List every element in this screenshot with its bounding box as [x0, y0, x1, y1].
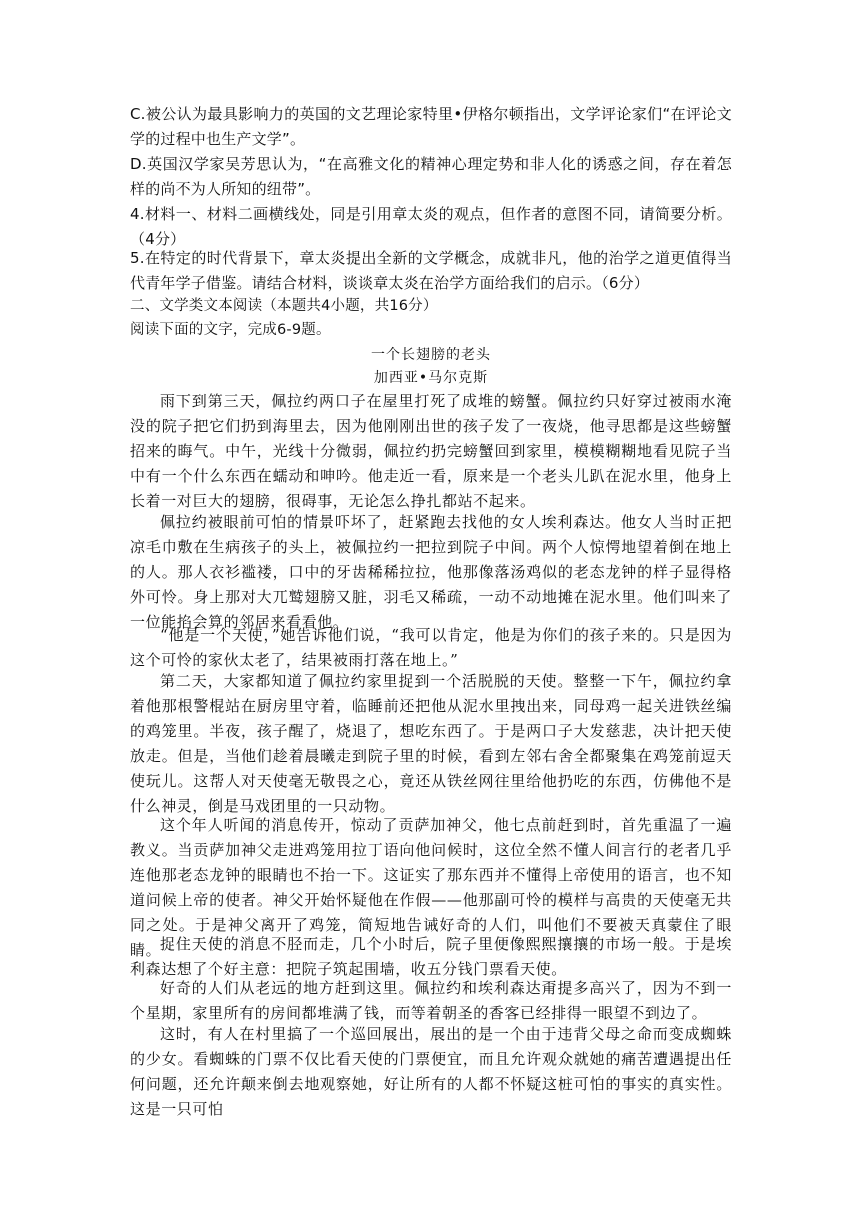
story-paragraph: 雨下到第三天，佩拉约两口子在屋里打死了成堆的螃蟹。佩拉约只好穿过被雨水淹没的院子把它们扔到海里去，因为他刚刚出世的孩子发了一夜烧，他寻思都是这些螃蟹招来的晦气。中午，光线十分微弱，佩拉约扔完螃蟹回到家里，模模糊糊地看见院子当中有一个什么东西在蠕动和呻吟。他走近一看，原来是一个老头儿趴在泥水里，他身上长着一对巨大的翅膀，很碍事，无论怎么挣扎都站不起来。: [130, 392, 732, 510]
story-paragraph: 这时，有人在村里搞了一个巡回展出，展出的是一个由于违背父母之命而变成蜘蛛的少女。看蜘蛛的门票不仅比看天使的门票便宜，而且允许观众就她的痛苦遭遇提出任何问题，还允许颠来倒去地观察她，好让所有的人都不怀疑这桩可怕的事实的真实性。这是一只可怕: [130, 1025, 732, 1118]
story-paragraph: “他是一个天使，”她告诉他们说，“我可以肯定，他是为你们的孩子来的。只是因为这个可怜的家伙太老了，结果被雨打落在地上。”: [130, 626, 732, 669]
story-paragraph: 捉住天使的消息不胫而走，几个小时后，院子里便像熙熙攘攘的市场一般。于是埃利森达想了个好主意：把院子筑起围墙，收五分钱门票看天使。: [130, 935, 732, 978]
question-5: 5.在特定的时代背景下，章太炎提出全新的文学概念，成就非凡，他的治学之道更值得当代青年学子借鉴。请结合材料，谈谈章太炎在治学方面给我们的启示。（6分）: [130, 249, 732, 292]
story-paragraph: 好奇的人们从老远的地方赶到这里。佩拉约和埃利森达甭提多高兴了，因为不到一个星期，家里所有的房间都堆满了钱，而等着朝圣的香客已经排得一眼望不到边了。: [130, 979, 732, 1022]
question-option-c: C.被公认为最具影响力的英国的文艺理论家特里•伊格尔顿指出，文学评论家们“在评论文学的过程中也生产文学”。: [130, 105, 732, 148]
section-heading: 二、文学类文本阅读（本题共4小题，共16分）: [130, 298, 438, 314]
story-paragraph: 佩拉约被眼前可怕的情景吓坏了，赶紧跑去找他的女人埃利森达。他女人当时正把凉毛巾敷在生病孩子的头上，被佩拉约一把拉到院子中间。两个人惊愕地望着倒在地上的人。那人衣衫褴褛，口中的牙齿稀稀拉拉，他那像落汤鸡似的老态龙钟的样子显得格外可怜。身上那对大兀鹫翅膀又脏，羽毛又稀疏，一动不动地摊在泥水里。他们叫来了一位能掐会算的邻居来看看他。: [130, 513, 732, 631]
question-option-d: D.英国汉学家吴芳思认为，“在高雅文化的精神心理定势和非人化的诱惑之间，存在着怎样的尚不为人所知的纽带”。: [130, 155, 732, 198]
story-paragraph: 这个年人听闻的消息传开，惊动了贡萨加神父，他七点前赶到时，首先重温了一遍教义。当贡萨加神父走进鸡笼用拉丁语向他问候时，这位全然不懂人间言行的老者几乎连他那老态龙钟的眼睛也不抬一下。这证实了那东西并不懂得上帝使用的语言，也不知道问候上帝的使者。神父开始怀疑他在作假——他那副可怜的模样与高贵的天使毫无共同之处。于是神父离开了鸡笼，简短地告诫好奇的人们，叫他们不要被天真蒙住了眼睛。: [130, 816, 732, 959]
question-4: 4.材料一、材料二画横线处，同是引用章太炎的观点，但作者的意图不同，请简要分析。（4分）: [130, 205, 732, 248]
story-paragraph: 第二天，大家都知道了佩拉约家里捉到一个活脱脱的天使。整整一下午，佩拉约拿着他那根警棍站在厨房里守着，临睡前还把他从泥水里拽出来，同母鸡一起关进铁丝编的鸡笼里。半夜，孩子醒了，烧退了，想吃东西了。于是两口子大发慈悲，决计把天使放走。但是，当他们趁着晨曦走到院子里的时候，看到左邻右舍全都聚集在鸡笼前逗天使玩儿。这帮人对天使毫无敬畏之心，竟还从铁丝网往里给他扔吃的东西，仿佛他不是什么神灵，倒是马戏团里的一只动物。: [130, 672, 732, 815]
story-author: 加西亚•马尔克斯: [373, 370, 489, 386]
story-title: 一个长翅膀的老头: [371, 347, 491, 363]
section-instruction: 阅读下面的文字，完成6-9题。: [130, 322, 331, 338]
